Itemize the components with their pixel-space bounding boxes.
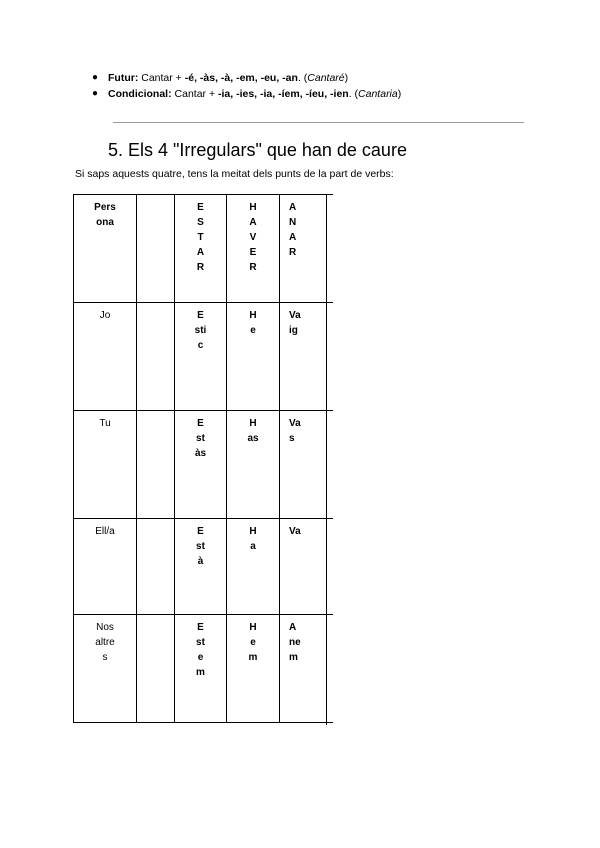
section-title: 5. Els 4 "Irregulars" que han de caure — [108, 140, 407, 160]
table-cell — [137, 519, 175, 615]
bullet-example: Cantaré — [307, 72, 345, 84]
table-cell: Va — [280, 519, 334, 615]
bullet-dot-icon: ● — [92, 88, 99, 99]
bullet-text: Cantar + — [141, 72, 185, 84]
bullet-text-post: . ( — [297, 72, 308, 84]
bullet-condicional — [92, 86, 401, 102]
table-row — [74, 519, 334, 615]
table-cell: Hem — [227, 615, 280, 723]
table-cell-person: Jo — [74, 303, 137, 411]
horizontal-divider — [113, 122, 524, 123]
table-header-cell: ESTAR — [175, 195, 227, 303]
intro-text: Si saps aquests quatre, tens la meitat dels punts de la part de verbs: — [75, 168, 394, 180]
bullet-label: Condicional: — [108, 88, 172, 100]
table-cell: Ha — [227, 519, 280, 615]
table-cell — [137, 303, 175, 411]
bullet-close: ) — [397, 88, 402, 100]
table-cell: Anem — [280, 615, 334, 723]
bullet-close: ) — [344, 72, 349, 84]
table-cell: Estic — [175, 303, 227, 411]
bullet-endings: -é, -às, -à, -em, -eu, -an — [184, 72, 298, 84]
table-cell: Està — [175, 519, 227, 615]
table-cell: Has — [227, 411, 280, 519]
bullet-futur — [92, 70, 401, 86]
table-row — [74, 615, 334, 723]
table-cell — [137, 411, 175, 519]
table-right-edge — [326, 194, 327, 725]
bullet-text-post: . ( — [348, 88, 359, 100]
table-header-cell: HAVER — [227, 195, 280, 303]
bullet-text: Cantar + — [174, 88, 218, 100]
table-cell: Vas — [280, 411, 334, 519]
table-cell — [137, 615, 175, 723]
table-cell: He — [227, 303, 280, 411]
bullet-endings: -ia, -ies, -ia, -íem, -íeu, -ien — [218, 88, 349, 100]
table-cell: Vaig — [280, 303, 334, 411]
bullet-dot-icon: ● — [92, 72, 99, 83]
table-cell-person: Tu — [74, 411, 137, 519]
bullet-label: Futur: — [108, 72, 139, 84]
table-cell: Estem — [175, 615, 227, 723]
table-row — [74, 411, 334, 519]
table-header-row — [74, 195, 334, 303]
verbs-table-container — [73, 194, 333, 724]
table-header-cell: ANAR — [280, 195, 334, 303]
verbs-table — [73, 194, 333, 723]
table-row — [74, 303, 334, 411]
table-cell-person: Ell/a — [74, 519, 137, 615]
table-cell: Estàs — [175, 411, 227, 519]
table-header-cell: Persona — [74, 195, 137, 303]
bullet-example: Cantaria — [358, 88, 398, 100]
bullet-list — [92, 70, 401, 102]
table-header-cell — [137, 195, 175, 303]
table-cell-person: Nosaltres — [74, 615, 137, 723]
